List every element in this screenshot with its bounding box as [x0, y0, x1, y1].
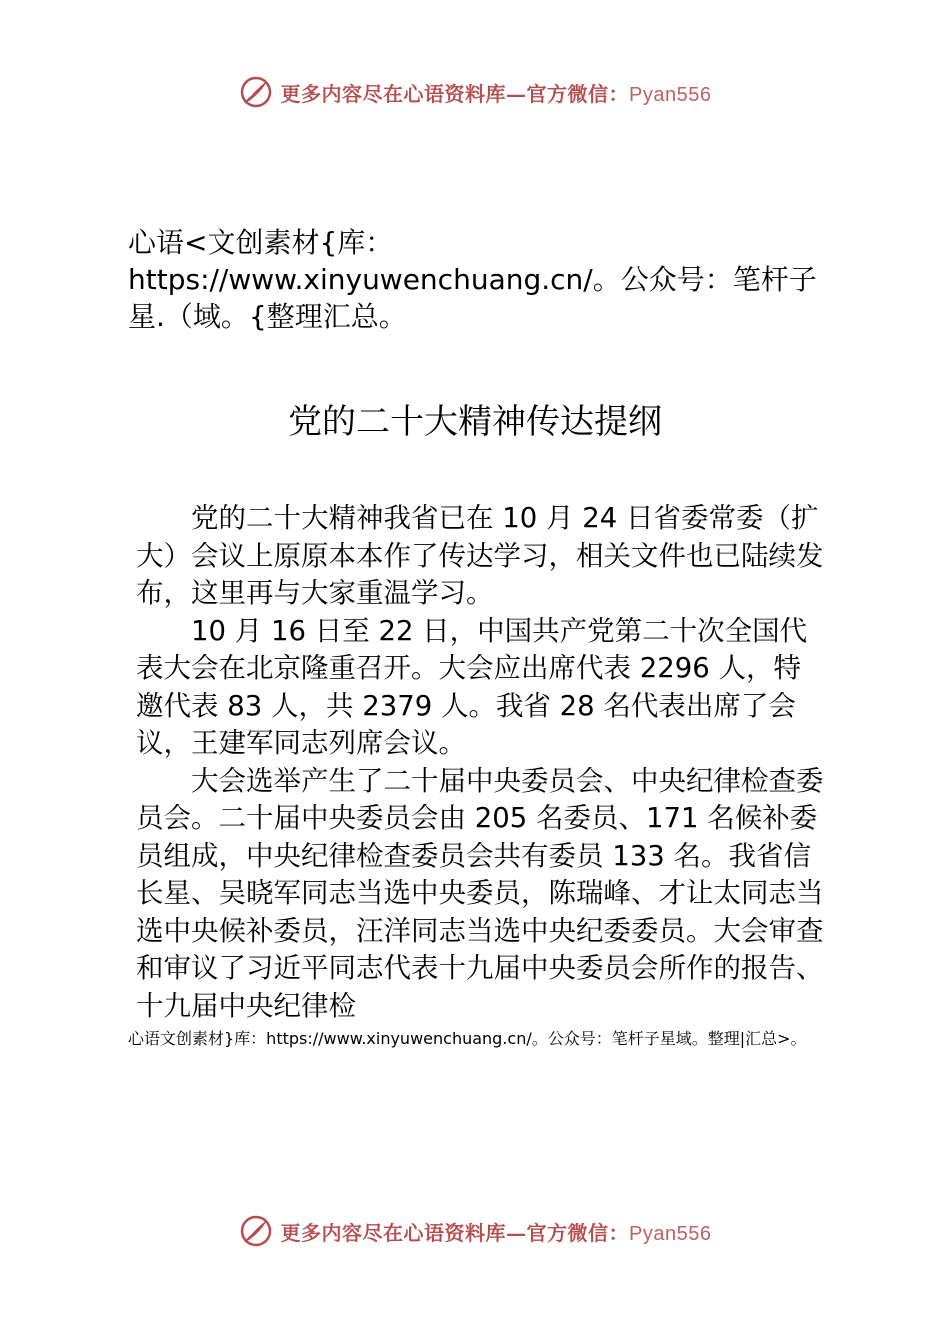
banner-label: 更多内容尽在心语资料库—官方微信：: [280, 1220, 630, 1245]
banner-text: [281, 1217, 712, 1246]
document-body: [136, 500, 826, 1025]
quill-pen-logo-icon: [239, 1214, 273, 1248]
wechat-id: Pyan556: [629, 1222, 712, 1245]
banner-text: [281, 78, 712, 107]
bottom-banner: [0, 1209, 950, 1253]
header-source-note: 心语<文创素材{库：https://www.xinyuwenchuang.cn/。公众号：笔杆子星.（域。{整理汇总。: [128, 226, 817, 333]
wechat-id: Pyan556: [629, 83, 712, 106]
footer-source-note: 心语文创素材}库：https://www.xinyuwenchuang.cn/。公众号：笔杆子星域。整理|汇总>。: [128, 1029, 807, 1048]
paragraph-1: 党的二十大精神我省已在 10 月 24 日省委常委（扩大）会议上原原本本作了传达学习，相关文件也已陆续发布，这里再与大家重温学习。: [136, 502, 824, 609]
quill-pen-logo-icon: [239, 75, 273, 109]
top-banner: [0, 70, 950, 114]
banner-label: 更多内容尽在心语资料库—官方微信：: [280, 81, 630, 106]
paragraph-3: 大会选举产生了二十届中央委员会、中央纪律检查委员会。二十届中央委员会由 205 名委员、171 名候补委员组成，中央纪律检查委员会共有委员 133 名。我省信长星、吴晓军同志当选中央委员，陈瑞峰、才让太同志当选中央候补委员，汪洋同志当选中央纪委委员。大会审查和审议了习近平同志代表十九届中央委员会所作的报告、十九届中央纪律检: [136, 764, 824, 1022]
document-title: 党的二十大精神传达提纲: [288, 402, 662, 442]
paragraph-2: 10 月 16 日至 22 日，中国共产党第二十次全国代表大会在北京隆重召开。大会应出席代表 2296 人，特邀代表 83 人，共 2379 人。我省 28 名代表出席了会议，王建军同志列席会议。: [136, 614, 808, 759]
